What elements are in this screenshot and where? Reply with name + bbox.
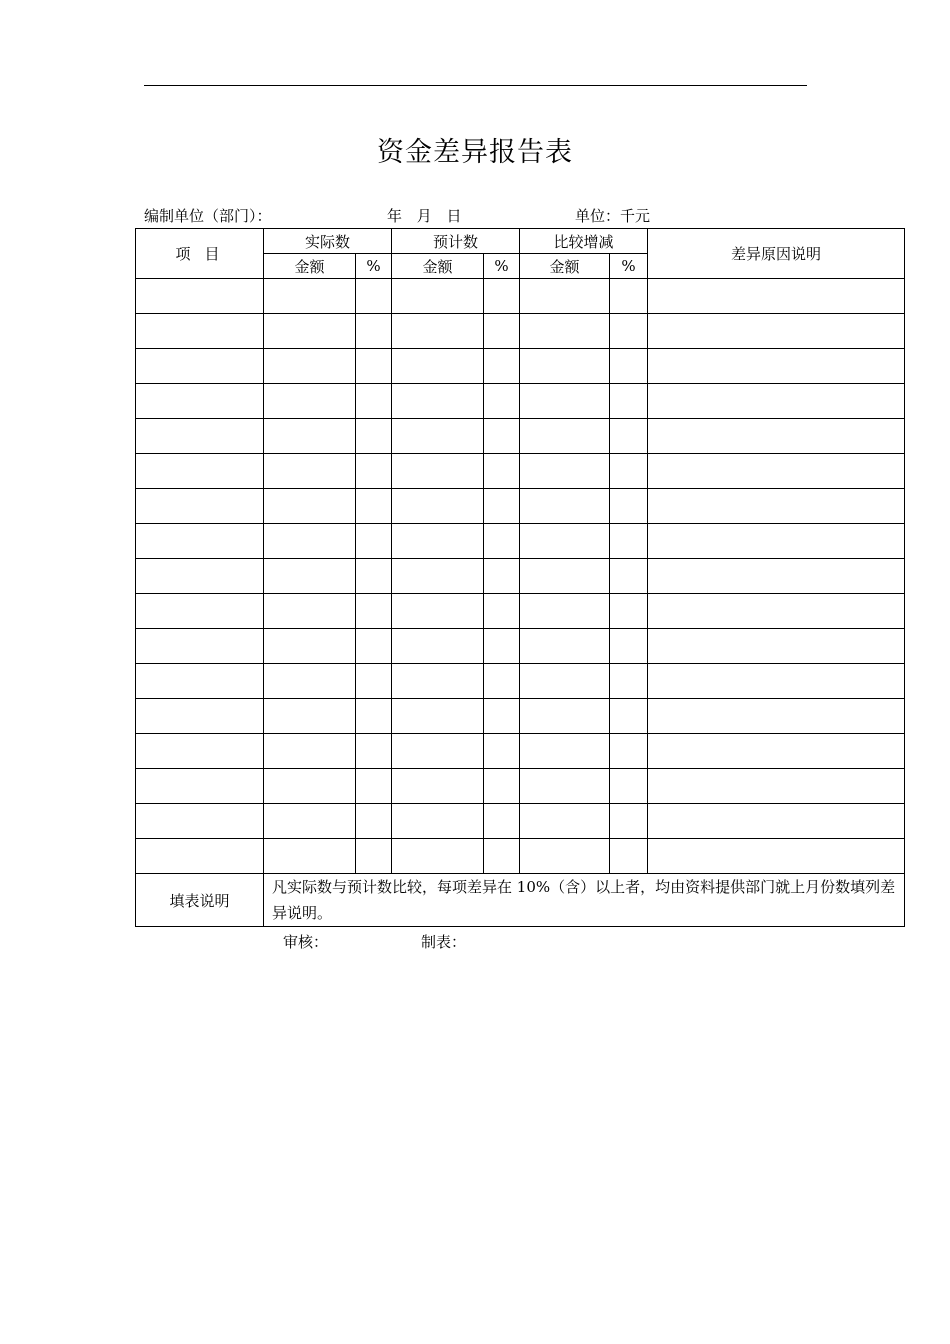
cell-budget-amount[interactable] <box>392 594 484 629</box>
cell-reason[interactable] <box>648 349 905 384</box>
cell-actual-amount[interactable] <box>264 839 356 874</box>
cell-change-percent[interactable] <box>610 524 648 559</box>
cell-budget-percent[interactable] <box>484 314 520 349</box>
cell-budget-amount[interactable] <box>392 349 484 384</box>
cell-item[interactable] <box>136 629 264 664</box>
note-text: 凡实际数与预计数比较，每项差异在 10%（含）以上者，均由资料提供部门就上月份数填列差异说明。 <box>264 874 905 927</box>
cell-budget-percent[interactable] <box>484 384 520 419</box>
cell-item[interactable] <box>136 594 264 629</box>
cell-budget-amount[interactable] <box>392 384 484 419</box>
cell-reason[interactable] <box>648 279 905 314</box>
cell-change-amount[interactable] <box>520 419 610 454</box>
cell-actual-amount[interactable] <box>264 629 356 664</box>
cell-budget-percent[interactable] <box>484 419 520 454</box>
cell-item[interactable] <box>136 314 264 349</box>
table-row <box>136 279 905 314</box>
cell-actual-amount[interactable] <box>264 664 356 699</box>
cell-item[interactable] <box>136 524 264 559</box>
cell-change-percent[interactable] <box>610 419 648 454</box>
cell-reason[interactable] <box>648 804 905 839</box>
cell-budget-amount[interactable] <box>392 419 484 454</box>
table-row <box>136 699 905 734</box>
cell-actual-percent[interactable] <box>356 769 392 804</box>
cell-reason[interactable] <box>648 559 905 594</box>
cell-actual-amount[interactable] <box>264 489 356 524</box>
cell-item[interactable] <box>136 489 264 524</box>
cell-actual-percent[interactable] <box>356 699 392 734</box>
table-row <box>136 734 905 769</box>
cell-budget-percent[interactable] <box>484 804 520 839</box>
cell-actual-percent[interactable] <box>356 664 392 699</box>
cell-change-percent[interactable] <box>610 314 648 349</box>
cell-change-amount[interactable] <box>520 489 610 524</box>
table-row <box>136 629 905 664</box>
org-label: 编制单位（部门）： <box>144 207 272 225</box>
cell-budget-percent[interactable] <box>484 734 520 769</box>
table-row <box>136 419 905 454</box>
header-change-amount: 金额 <box>520 254 610 279</box>
cell-budget-percent[interactable] <box>484 524 520 559</box>
table-row <box>136 489 905 524</box>
cell-budget-amount[interactable] <box>392 699 484 734</box>
cell-change-amount[interactable] <box>520 734 610 769</box>
cell-reason[interactable] <box>648 524 905 559</box>
cell-budget-amount[interactable] <box>392 489 484 524</box>
cell-actual-percent[interactable] <box>356 559 392 594</box>
table-row <box>136 454 905 489</box>
cell-change-amount[interactable] <box>520 279 610 314</box>
cell-item[interactable] <box>136 454 264 489</box>
cell-budget-amount[interactable] <box>392 804 484 839</box>
cell-change-amount[interactable] <box>520 629 610 664</box>
cell-reason[interactable] <box>648 489 905 524</box>
cell-change-amount[interactable] <box>520 594 610 629</box>
cell-change-percent[interactable] <box>610 594 648 629</box>
cell-reason[interactable] <box>648 839 905 874</box>
cell-actual-percent[interactable] <box>356 384 392 419</box>
cell-item[interactable] <box>136 734 264 769</box>
cell-change-percent[interactable] <box>610 489 648 524</box>
cell-budget-amount[interactable] <box>392 524 484 559</box>
cell-item[interactable] <box>136 349 264 384</box>
cell-reason[interactable] <box>648 769 905 804</box>
header-change-percent: % <box>610 254 648 279</box>
cell-actual-percent[interactable] <box>356 839 392 874</box>
cell-change-amount[interactable] <box>520 349 610 384</box>
cell-change-percent[interactable] <box>610 769 648 804</box>
cell-change-percent[interactable] <box>610 839 648 874</box>
cell-actual-amount[interactable] <box>264 384 356 419</box>
cell-reason[interactable] <box>648 314 905 349</box>
cell-actual-percent[interactable] <box>356 489 392 524</box>
cell-change-amount[interactable] <box>520 804 610 839</box>
cell-reason[interactable] <box>648 454 905 489</box>
cell-change-amount[interactable] <box>520 664 610 699</box>
table-row <box>136 664 905 699</box>
cell-budget-amount[interactable] <box>392 559 484 594</box>
table-row <box>136 769 905 804</box>
header-reason: 差异原因说明 <box>648 229 905 279</box>
cell-budget-percent[interactable] <box>484 664 520 699</box>
cell-actual-amount[interactable] <box>264 699 356 734</box>
cell-change-percent[interactable] <box>610 629 648 664</box>
cell-item[interactable] <box>136 419 264 454</box>
table-row <box>136 559 905 594</box>
cell-budget-amount[interactable] <box>392 629 484 664</box>
cell-actual-percent[interactable] <box>356 629 392 664</box>
cell-actual-percent[interactable] <box>356 594 392 629</box>
cell-item[interactable] <box>136 699 264 734</box>
cell-item[interactable] <box>136 769 264 804</box>
cell-change-percent[interactable] <box>610 384 648 419</box>
cell-change-amount[interactable] <box>520 699 610 734</box>
page-title: 资金差异报告表 <box>377 137 573 168</box>
header-budget-amount: 金额 <box>392 254 484 279</box>
cell-item[interactable] <box>136 839 264 874</box>
variance-report-table <box>135 228 905 927</box>
cell-change-amount[interactable] <box>520 559 610 594</box>
review-label: 审核： <box>283 933 329 951</box>
date-label: 年 月 日 <box>387 207 462 225</box>
cell-budget-percent[interactable] <box>484 559 520 594</box>
cell-change-percent[interactable] <box>610 559 648 594</box>
table-row <box>136 594 905 629</box>
cell-actual-amount[interactable] <box>264 769 356 804</box>
cell-change-percent[interactable] <box>610 279 648 314</box>
cell-budget-percent[interactable] <box>484 594 520 629</box>
header-item: 项目 <box>136 229 264 279</box>
cell-item[interactable] <box>136 559 264 594</box>
cell-budget-amount[interactable] <box>392 769 484 804</box>
note-label: 填表说明 <box>136 874 264 927</box>
cell-actual-amount[interactable] <box>264 349 356 384</box>
cell-actual-amount[interactable] <box>264 559 356 594</box>
cell-actual-percent[interactable] <box>356 524 392 559</box>
cell-reason[interactable] <box>648 594 905 629</box>
cell-change-percent[interactable] <box>610 454 648 489</box>
cell-actual-amount[interactable] <box>264 419 356 454</box>
header-actual-amount: 金额 <box>264 254 356 279</box>
cell-change-percent[interactable] <box>610 699 648 734</box>
cell-change-amount[interactable] <box>520 839 610 874</box>
table-row <box>136 804 905 839</box>
cell-reason[interactable] <box>648 699 905 734</box>
header-budget: 预计数 <box>392 229 520 254</box>
cell-change-percent[interactable] <box>610 349 648 384</box>
cell-item[interactable] <box>136 279 264 314</box>
cell-budget-percent[interactable] <box>484 769 520 804</box>
cell-actual-amount[interactable] <box>264 804 356 839</box>
cell-change-amount[interactable] <box>520 314 610 349</box>
header-actual: 实际数 <box>264 229 392 254</box>
cell-budget-amount[interactable] <box>392 664 484 699</box>
cell-item[interactable] <box>136 384 264 419</box>
cell-item[interactable] <box>136 804 264 839</box>
cell-actual-percent[interactable] <box>356 419 392 454</box>
cell-actual-amount[interactable] <box>264 524 356 559</box>
cell-budget-percent[interactable] <box>484 839 520 874</box>
cell-budget-amount[interactable] <box>392 734 484 769</box>
cell-budget-percent[interactable] <box>484 349 520 384</box>
cell-budget-percent[interactable] <box>484 489 520 524</box>
cell-budget-amount[interactable] <box>392 454 484 489</box>
cell-budget-amount[interactable] <box>392 839 484 874</box>
maker-label: 制表： <box>421 933 467 951</box>
header-row-1 <box>136 229 905 254</box>
table-row <box>136 524 905 559</box>
cell-actual-amount[interactable] <box>264 734 356 769</box>
table-row <box>136 349 905 384</box>
cell-change-amount[interactable] <box>520 384 610 419</box>
cell-reason[interactable] <box>648 629 905 664</box>
unit-label: 单位：千元 <box>575 207 651 225</box>
top-rule <box>144 85 807 86</box>
header-change: 比较增减 <box>520 229 648 254</box>
cell-change-amount[interactable] <box>520 769 610 804</box>
cell-change-percent[interactable] <box>610 664 648 699</box>
cell-change-percent[interactable] <box>610 734 648 769</box>
cell-actual-percent[interactable] <box>356 804 392 839</box>
cell-budget-amount[interactable] <box>392 314 484 349</box>
cell-actual-percent[interactable] <box>356 349 392 384</box>
cell-change-percent[interactable] <box>610 804 648 839</box>
cell-reason[interactable] <box>648 384 905 419</box>
table-row <box>136 384 905 419</box>
cell-item[interactable] <box>136 664 264 699</box>
cell-budget-percent[interactable] <box>484 699 520 734</box>
cell-budget-percent[interactable] <box>484 629 520 664</box>
cell-reason[interactable] <box>648 664 905 699</box>
cell-change-amount[interactable] <box>520 524 610 559</box>
cell-actual-percent[interactable] <box>356 734 392 769</box>
cell-budget-amount[interactable] <box>392 279 484 314</box>
cell-change-amount[interactable] <box>520 454 610 489</box>
cell-reason[interactable] <box>648 419 905 454</box>
header-budget-percent: % <box>484 254 520 279</box>
cell-budget-percent[interactable] <box>484 454 520 489</box>
cell-actual-amount[interactable] <box>264 454 356 489</box>
cell-actual-amount[interactable] <box>264 314 356 349</box>
cell-budget-percent[interactable] <box>484 279 520 314</box>
note-row <box>136 874 905 927</box>
table-row <box>136 839 905 874</box>
table-row <box>136 314 905 349</box>
cell-actual-percent[interactable] <box>356 279 392 314</box>
cell-actual-amount[interactable] <box>264 594 356 629</box>
header-actual-percent: % <box>356 254 392 279</box>
cell-actual-percent[interactable] <box>356 454 392 489</box>
cell-actual-amount[interactable] <box>264 279 356 314</box>
cell-actual-percent[interactable] <box>356 314 392 349</box>
cell-reason[interactable] <box>648 734 905 769</box>
